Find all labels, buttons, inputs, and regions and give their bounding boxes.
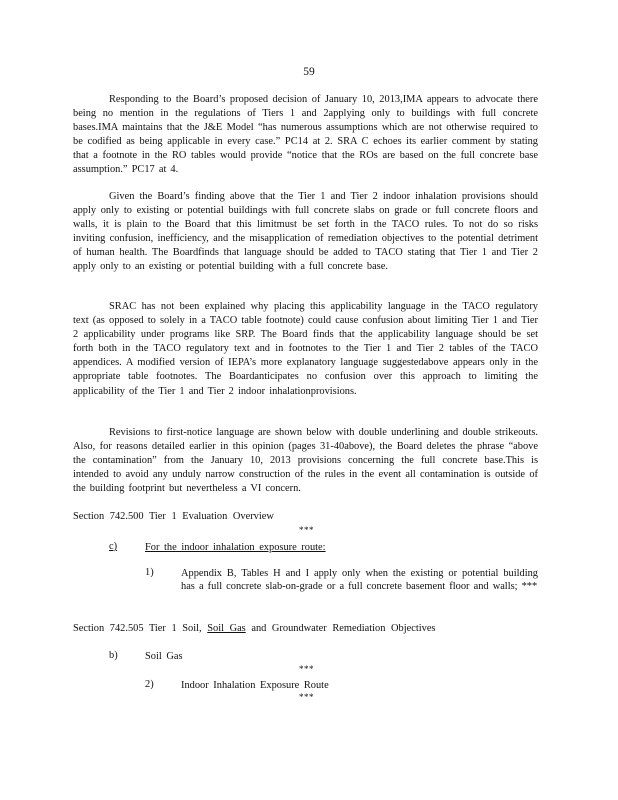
item-c-text: For the indoor inhalation exposure route:: [145, 542, 326, 553]
omission-stars: ***: [299, 664, 314, 674]
page-number: 59: [303, 66, 315, 78]
paragraph-4-text: Revisions to first-notice language are shown below with double underlining and double strikeouts. Also, for reasons detailed earlier in this opinion (pages 31-40above), the Board deletes the phrase “above the contamination” from the January 10, 2013 provisions concerning the full concrete base.This is intended to avoid any unduly narrow construction of the rules in the event all contamination is outside of the building footprint but nevertheless a VI concern.: [73, 427, 538, 495]
paragraph-3-text: SRAC has not been explained why placing this applicability language in the TACO regulatory text (as opposed to solely in a TACO table footnote) could cause confusion about limiting Tier 1 and Tier 2 applicability under programs like SRP. The Board finds that the applicability language should be set forth both in the TACO regulatory text and in footnotes to the Tier 1 and Tier 2 tables of the TACO appendices. A modified version of IEPA’s more explanatory language suggestedabove appears only in the appropriate table footnotes. The Boardanticipates no confusion over this approach to limiting the applicability of the Tier 1 and Tier 2 indoor inhalationprovisions.: [73, 301, 538, 397]
paragraph-3: [73, 300, 538, 399]
paragraph-2-text: Given the Board’s finding above that the Tier 1 and Tier 2 indoor inhalation provisions should apply only to existing or potential buildings with full concrete slabs on grade or full concrete floors and walls, it is plain to the Board that this limitmust be set forth in the TACO rules. To not do so risks inviting confusion, inefficiency, and the misapplication of remediation objectives to the potential detriment of human health. The Boardfinds that language should be added to TACO stating that Tier 1 and Tier 2 apply only to an existing or potential building with a full concrete base.: [73, 191, 538, 273]
item-2-label: 2): [145, 679, 154, 690]
paragraph-1: [73, 93, 538, 178]
item-b-label: b): [109, 650, 118, 661]
item-c-label: c): [109, 541, 118, 552]
item-2-text: Indoor Inhalation Exposure Route: [181, 680, 329, 691]
item-1-text: Appendix B, Tables H and I apply only when the existing or potential building has a full concrete slab-on-grade or a full concrete basement floor and walls; ***: [181, 568, 538, 593]
paragraph-2: [73, 190, 538, 275]
omission-stars: ***: [299, 692, 314, 702]
heading-soil-gas: Soil Gas: [207, 623, 246, 634]
heading-prefix: Section 742.505 Tier 1 Soil,: [73, 623, 208, 634]
paragraph-4: [73, 426, 538, 496]
heading-suffix: and Groundwater Remediation Objectives: [245, 623, 436, 634]
item-b-text: Soil Gas: [145, 651, 183, 662]
section-742-500-heading: Section 742.500 Tier 1 Evaluation Overview: [73, 511, 274, 522]
paragraph-1-text: Responding to the Board’s proposed decision of January 10, 2013,IMA appears to advocate there being no mention in the regulations of Tiers 1 and 2applying only to buildings with full concrete bases.IMA maintains that the J&E Model “has numerous assumptions which are not otherwise required to be codified as being applicable in every case.” PC14 at 2. SRA C echoes its earlier comment by stating that a footnote in the RO tables would provide “notice that the ROs are based on the full concrete base assumption.” PC17 at 4.: [73, 94, 538, 176]
omission-stars: ***: [299, 525, 314, 535]
section-742-505-heading: [73, 623, 435, 634]
item-1-label: 1): [145, 567, 154, 578]
